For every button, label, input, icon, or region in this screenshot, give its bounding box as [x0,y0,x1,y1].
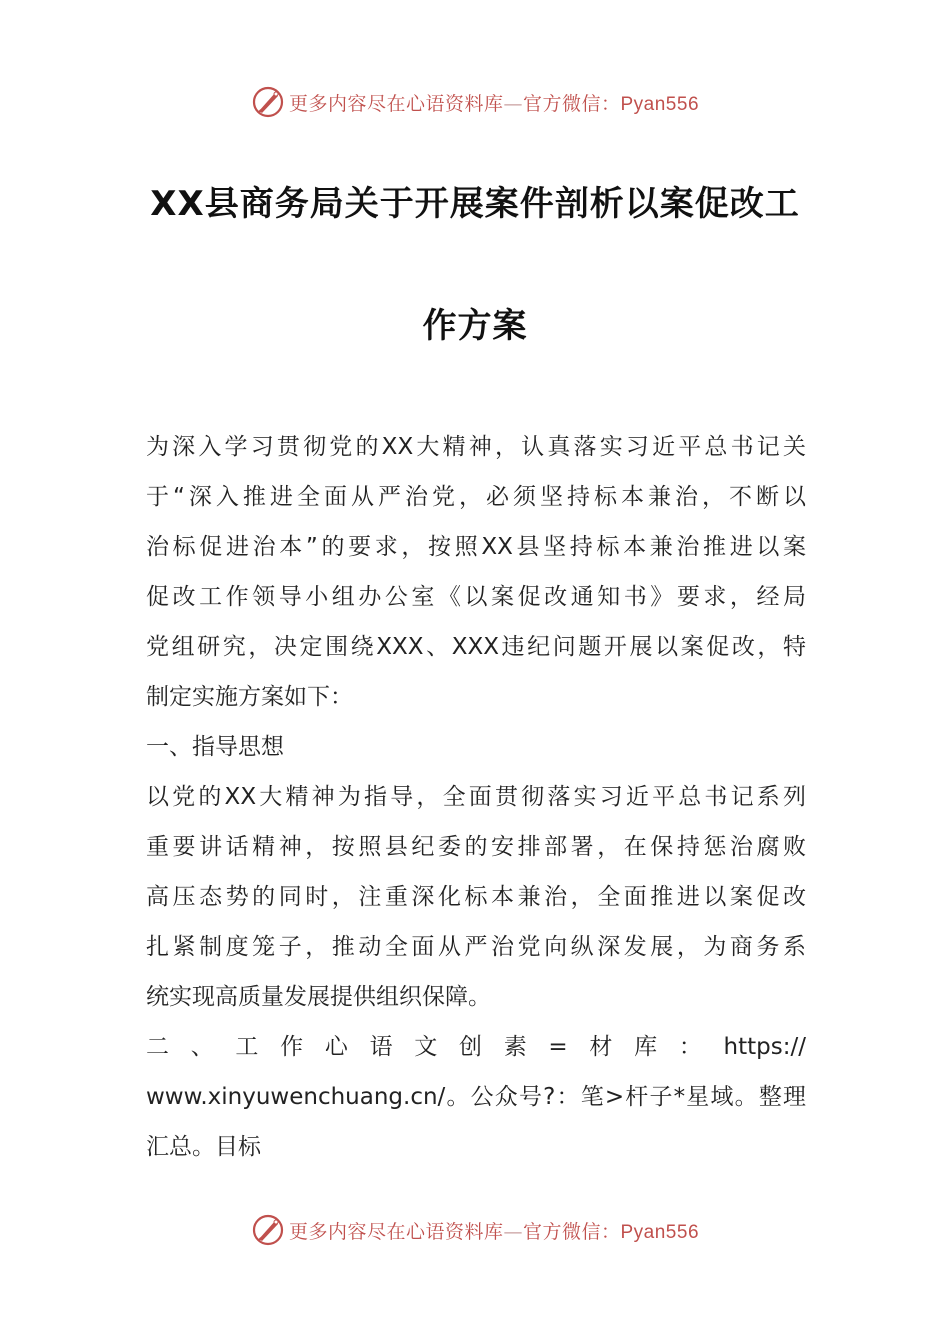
body-line-6: 制定实施方案如下： [146,684,353,710]
quill-logo-icon [251,85,285,119]
banner-separator: — [503,1220,523,1243]
body-line-8: 以党的XX大精神为指导，全面贯彻落实习近平总书记系列 [146,784,806,810]
section-heading-2: 二、工作心语文创素=材库：https:// [146,1034,806,1060]
body-line-11: 扎紧制度笼子，推动全面从严治党向纵深发展，为商务系 [146,934,806,960]
banner-main-text: 更多内容尽在心语资料库 [288,92,504,115]
quill-logo-icon [251,1213,285,1247]
banner-text [289,1217,699,1244]
banner-separator: — [503,92,523,115]
banner-main-text: 更多内容尽在心语资料库 [288,1220,504,1243]
banner-wechat-id: Pyan556 [620,93,700,115]
document-title-line-2: 作方案 [422,306,528,346]
body-line-12: 统实现高质量发展提供组织保障。 [146,984,491,1010]
banner-wechat-id: Pyan556 [620,1221,700,1243]
header-banner [0,82,950,122]
body-line-9: 重要讲话精神，按照县纪委的安排部署，在保持惩治腐败 [146,834,806,860]
banner-wechat-label: 官方微信： [522,1220,621,1243]
body-line-10: 高压态势的同时，注重深化标本兼治，全面推进以案促改 [146,884,806,910]
body-line-2: 于“深入推进全面从严治党，必须坚持标本兼治，不断以 [146,484,806,510]
body-line-1: 为深入学习贯彻党的XX大精神，认真落实习近平总书记关 [146,434,806,460]
banner-text [289,89,699,116]
body-line-3: 治标促进治本”的要求，按照XX县坚持标本兼治推进以案 [146,534,806,560]
body-line-14: www.xinyuwenchuang.cn/。公众号?：笔>杆子*星域。整理 [146,1084,806,1110]
document-title-line-1: XX县商务局关于开展案件剖析以案促改工 [150,184,800,224]
body-line-5: 党组研究，决定围绕XXX、XXX违纪问题开展以案促改，特 [146,634,806,660]
section-heading-1: 一、指导思想 [146,734,284,760]
body-line-4: 促改工作领导小组办公室《以案促改通知书》要求，经局 [146,584,806,610]
banner-wechat-label: 官方微信： [522,92,621,115]
body-line-15: 汇总。目标 [146,1134,261,1160]
footer-banner [0,1210,950,1250]
